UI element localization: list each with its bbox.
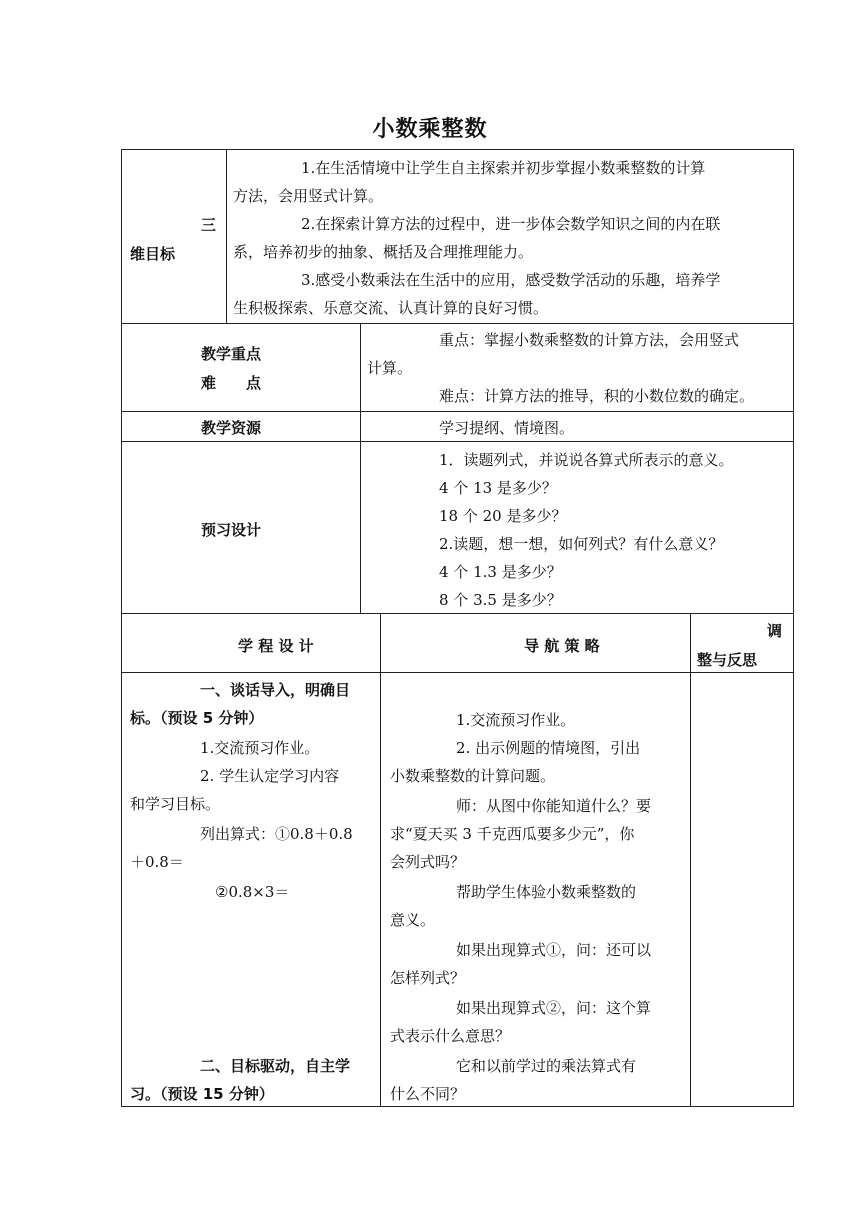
preview-line: 4 个 1.3 是多少？ (439, 563, 562, 581)
objectives-line: 2.在探索计算方法的过程中，进一步体会数学知识之间的内在联 (301, 215, 721, 233)
table-rule (121, 323, 794, 324)
difficulty-label: 难 点 (201, 374, 262, 392)
table-rule (121, 149, 122, 1107)
learning-line: 2. 学生认定学习内容 (200, 767, 340, 785)
guide-line: 1.交流预习作业。 (456, 711, 576, 729)
guide-line: 它和以前学过的乘法算式有 (456, 1057, 637, 1075)
table-rule (226, 149, 227, 323)
learning-line: 列出算式：①0.8＋0.8 (200, 825, 353, 843)
guide-line: 式表示什么意思？ (390, 1027, 511, 1045)
learning-line: ＋0.8＝ (130, 853, 184, 871)
preview-line: 18 个 20 是多少？ (439, 507, 567, 525)
objectives-label-part2: 维目标 (130, 245, 176, 263)
key-points-line: 计算。 (367, 359, 413, 377)
key-points-label: 教学重点 (201, 345, 262, 363)
guide-header: 导 航 策 略 (524, 637, 600, 655)
guide-line: 帮助学生体验小数乘整数的 (456, 883, 637, 901)
table-rule (121, 411, 794, 412)
reflect-header-part2: 整与反思 (697, 651, 758, 669)
guide-line: 什么不同？ (390, 1085, 466, 1103)
learning-header: 学 程 设 计 (238, 637, 314, 655)
resources-value: 学习提纲、情境图。 (439, 419, 575, 437)
learning-line: 标。（预设 5 分钟） (130, 709, 264, 727)
guide-line: 师：从图中你能知道什么？要 (456, 797, 652, 815)
learning-line: 一、谈话导入，明确目 (200, 681, 351, 699)
guide-line: 2. 出示例题的情境图，引出 (456, 739, 641, 757)
page-title: 小数乘整数 (372, 117, 488, 142)
table-rule (121, 149, 794, 150)
table-rule (380, 613, 381, 1107)
key-points-line: 难点：计算方法的推导，积的小数位数的确定。 (439, 387, 755, 405)
learning-line: 和学习目标。 (130, 795, 221, 813)
objectives-line: 1.在生活情境中让学生自主探索并初步掌握小数乘整数的计算 (301, 159, 706, 177)
key-points-line: 重点：掌握小数乘整数的计算方法，会用竖式 (439, 331, 740, 349)
learning-line: 1.交流预习作业。 (200, 739, 320, 757)
lesson-plan-table (121, 149, 794, 1107)
objectives-line: 3.感受小数乘法在生活中的应用，感受数学活动的乐趣，培养学 (301, 271, 721, 289)
table-rule (793, 149, 794, 1107)
preview-line: 4 个 13 是多少？ (439, 479, 557, 497)
objectives-label-part1: 三 (201, 216, 217, 234)
guide-line: 小数乘整数的计算问题。 (390, 767, 556, 785)
preview-label: 预习设计 (201, 521, 262, 539)
objectives-line: 方法，会用竖式计算。 (233, 187, 384, 205)
objectives-line: 系，培养初步的抽象、概括及合理推理能力。 (233, 243, 534, 261)
preview-line: 1．读题列式，并说说各算式所表示的意义。 (439, 451, 734, 469)
resources-label: 教学资源 (201, 419, 262, 437)
table-rule (121, 672, 794, 673)
preview-line: 8 个 3.5 是多少？ (439, 591, 562, 609)
learning-line: ②0.8×3＝ (215, 883, 290, 901)
guide-line: 求“夏天买 3 千克西瓜要多少元”，你 (390, 825, 635, 843)
guide-line: 会列式吗？ (390, 853, 466, 871)
guide-line: 意义。 (390, 911, 436, 929)
learning-line: 习。（预设 15 分钟） (130, 1085, 274, 1103)
guide-line: 如果出现算式②，问：这个算 (456, 999, 652, 1017)
objectives-line: 生积极探索、乐意交流、认真计算的良好习惯。 (233, 299, 549, 317)
guide-line: 如果出现算式①，问：还可以 (456, 941, 652, 959)
learning-line: 二、目标驱动，自主学 (200, 1057, 351, 1075)
table-rule (690, 613, 691, 1107)
reflect-header-part1: 调 (767, 622, 783, 640)
preview-line: 2.读题，想一想，如何列式？有什么意义？ (439, 535, 724, 553)
guide-line: 怎样列式？ (390, 969, 466, 987)
table-rule (360, 323, 361, 613)
